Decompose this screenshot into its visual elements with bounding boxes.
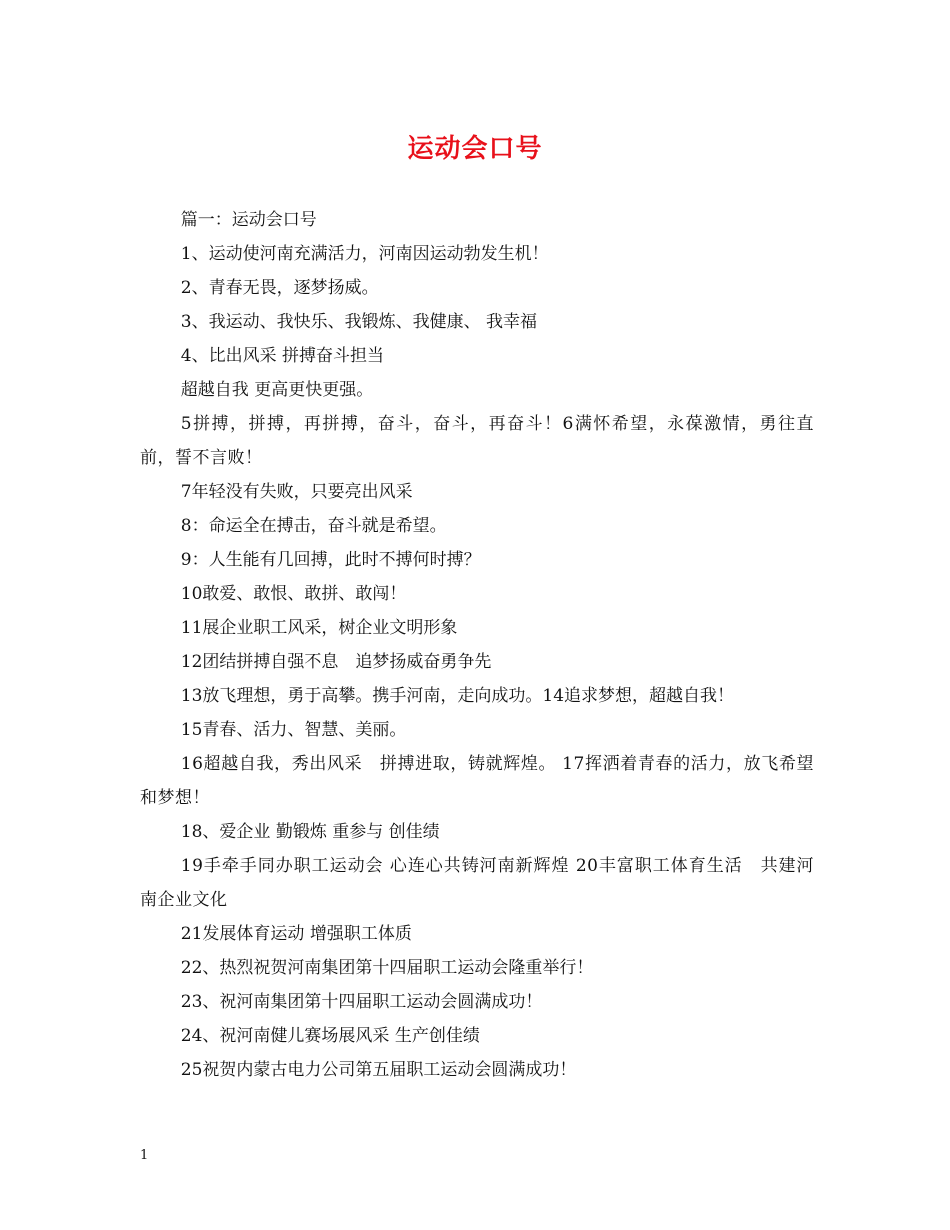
page-number: 1 [140, 1148, 149, 1163]
slogan-line: 11展企业职工风采，树企业文明形象 [180, 618, 458, 638]
slogan-line: 1、运动使河南充满活力，河南因运动勃发生机！ [180, 244, 549, 264]
slogan-line: 25祝贺内蒙古电力公司第五届职工运动会圆满成功！ [180, 1060, 577, 1080]
slogan-line: 18、爱企业 勤锻炼 重参与 创佳绩 [180, 822, 440, 842]
slogan-line: 超越自我 更高更快更强。 [180, 380, 374, 400]
slogan-line: 24、祝河南健儿赛场展风采 生产创佳绩 [180, 1026, 480, 1046]
slogan-line: 5拼搏，拼搏，再拼搏，奋斗，奋斗，再奋斗！6满怀希望，永葆激情，勇往直前，誓不言败！ [140, 414, 814, 468]
slogan-line: 3、我运动、我快乐、我锻炼、我健康、 我幸福 [180, 312, 538, 332]
slogan-line: 4、比出风采 拼搏奋斗担当 [180, 346, 385, 366]
document-body [140, 203, 814, 1087]
slogan-line: 2、青春无畏，逐梦扬威。 [180, 278, 379, 298]
document-title: 运动会口号 [407, 134, 543, 164]
slogan-line: 13放飞理想，勇于高攀。携手河南，走向成功。14追求梦想，超越自我！ [180, 686, 735, 706]
slogan-line: 21发展体育运动 增强职工体质 [180, 924, 412, 944]
slogan-line: 16超越自我，秀出风采 拼搏进取，铸就辉煌。 17挥洒着青春的活力，放飞希望和梦想！ [140, 754, 814, 808]
slogan-line: 12团结拼搏自强不息 追梦扬威奋勇争先 [180, 652, 492, 672]
slogan-line: 7年轻没有失败，只要亮出风采 [180, 482, 413, 502]
slogan-line: 22、热烈祝贺河南集团第十四届职工运动会隆重举行！ [180, 958, 594, 978]
slogan-line: 9：人生能有几回搏，此时不搏何时搏？ [180, 550, 481, 570]
slogan-line: 15青春、活力、智慧、美丽。 [180, 720, 407, 740]
slogan-line: 8：命运全在搏击，奋斗就是希望。 [180, 516, 447, 536]
slogan-line: 10敢爱、敢恨、敢拼、敢闯！ [180, 584, 407, 604]
section-heading: 篇一：运动会口号 [180, 210, 317, 230]
slogan-line: 23、祝河南集团第十四届职工运动会圆满成功！ [180, 992, 543, 1012]
slogan-line: 19手牵手同办职工运动会 心连心共铸河南新辉煌 20丰富职工体育生活 共建河南企业文化 [140, 856, 814, 910]
